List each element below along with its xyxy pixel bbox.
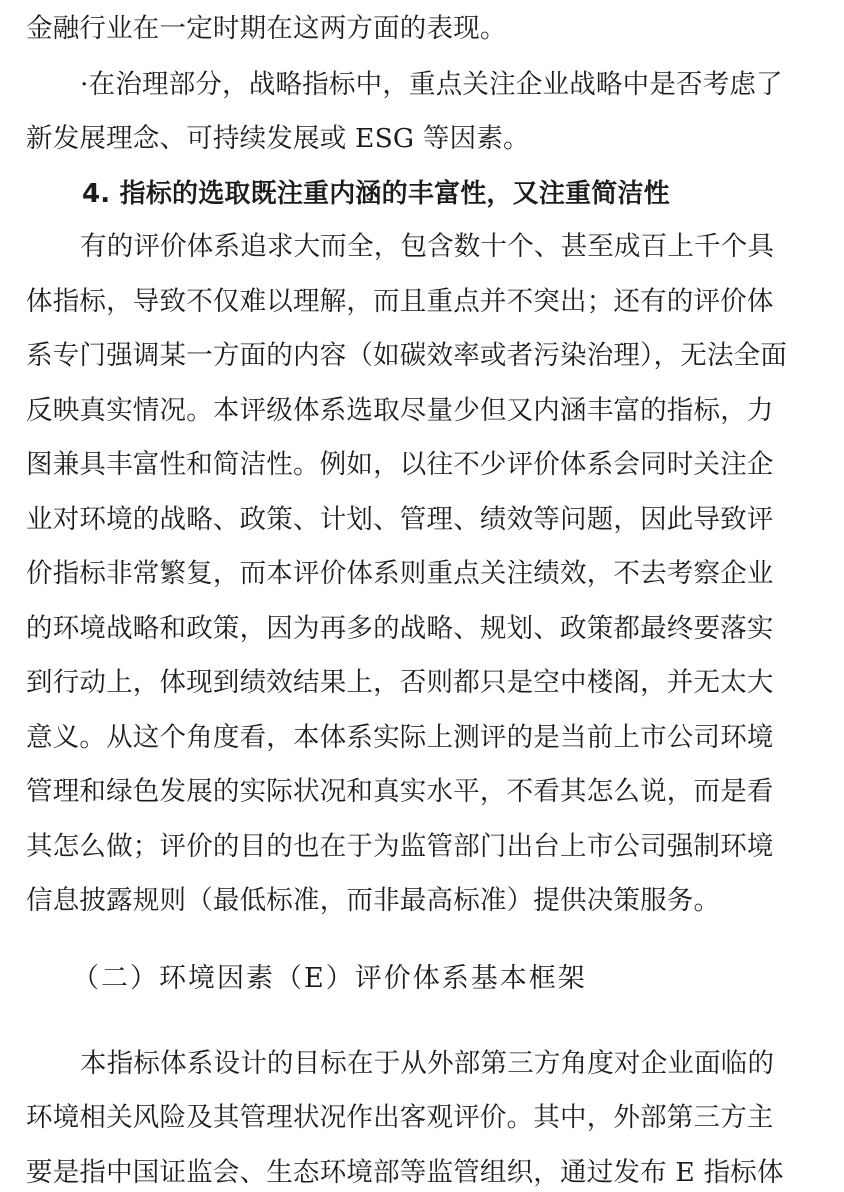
subheading: 4. 指标的选取既注重内涵的丰富性，又注重简洁性 — [82, 179, 670, 209]
paragraph-line: 的环境战略和政策，因为再多的战略、规划、政策都最终要落实 — [26, 613, 774, 644]
paragraph-line: 新发展理念、可持续发展或 ESG 等因素。 — [26, 123, 530, 154]
paragraph-line: 有的评价体系追求大而全，包含数十个、甚至成百上千个具 — [80, 231, 775, 262]
paragraph-line: 其怎么做；评价的目的也在于为监管部门出台上市公司强制环境 — [26, 831, 774, 862]
paragraph-line: 管理和绿色发展的实际状况和真实水平，不看其怎么说，而是看 — [26, 776, 774, 807]
paragraph-line: 意义。从这个角度看，本体系实际上测评的是当前上市公司环境 — [26, 722, 774, 753]
paragraph-line: 价指标非常繁复，而本评价体系则重点关注绩效，不去考察企业 — [26, 558, 774, 589]
paragraph-line: 信息披露规则（最低标准，而非最高标准）提供决策服务。 — [26, 885, 721, 916]
paragraph-line: 业对环境的战略、政策、计划、管理、绩效等问题，因此导致评 — [26, 504, 774, 535]
paragraph-line: 环境相关风险及其管理状况作出客观评价。其中，外部第三方主 — [26, 1102, 774, 1133]
paragraph-line: 要是指中国证监会、生态环境部等监管组织，通过发布 E 指标体 — [26, 1157, 784, 1188]
paragraph-line: 本指标体系设计的目标在于从外部第三方角度对企业面临的 — [80, 1048, 775, 1079]
paragraph-line: 到行动上，体现到绩效结果上，否则都只是空中楼阁，并无太大 — [26, 667, 774, 698]
paragraph-line: 图兼具丰富性和简洁性。例如，以往不少评价体系会同时关注企 — [26, 449, 774, 480]
paragraph-line: 系专门强调某一方面的内容（如碳效率或者污染治理），无法全面 — [26, 340, 788, 371]
paragraph-line: 金融行业在一定时期在这两方面的表现。 — [26, 13, 507, 44]
paragraph-line: 反映真实情况。本评级体系选取尽量少但又内涵丰富的指标，力 — [26, 395, 774, 426]
bullet-line: ·在治理部分，战略指标中，重点关注企业战略中是否考虑了 — [80, 69, 783, 100]
paragraph-line: 体指标，导致不仅难以理解，而且重点并不突出；还有的评价体 — [26, 286, 774, 317]
section-heading: （二）环境因素（E）评价体系基本框架 — [72, 963, 587, 994]
